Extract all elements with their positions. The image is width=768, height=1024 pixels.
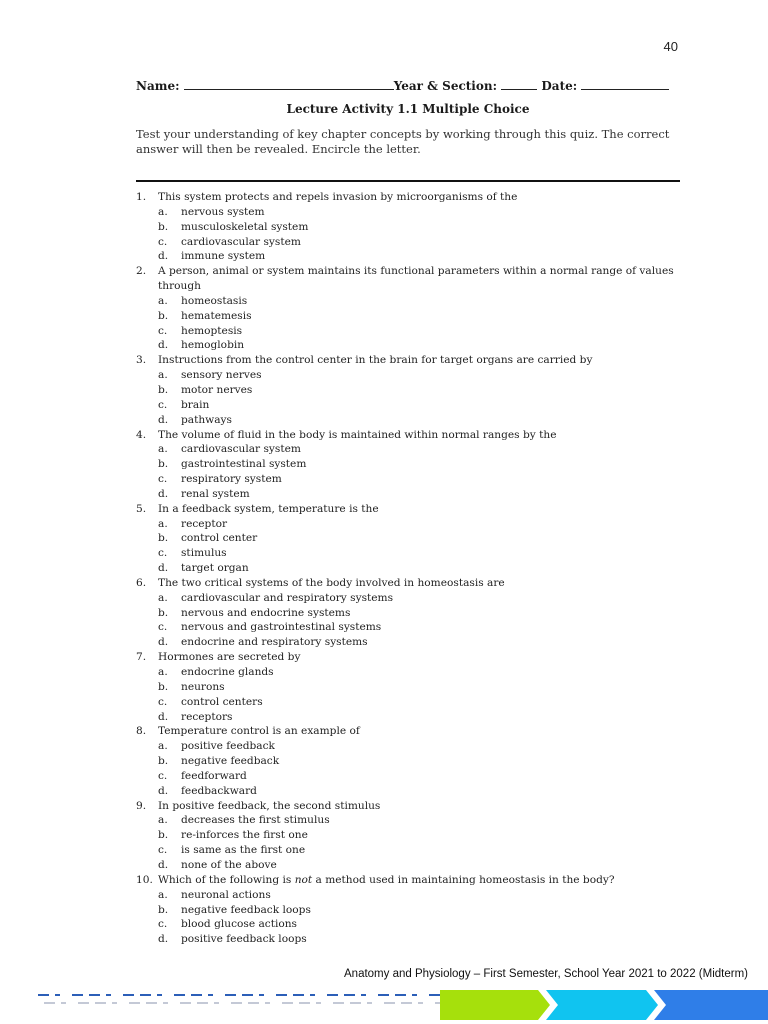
footer-dash (344, 994, 355, 996)
question-text: A person, animal or system maintains its functional parameters within a normal range of values through (158, 265, 674, 293)
answer-choice[interactable] (158, 769, 684, 784)
question-emphasis: not (294, 873, 313, 886)
choice-text: feedbackward (181, 784, 257, 797)
choice-letter[interactable]: b. (158, 458, 169, 471)
answer-choice[interactable] (158, 457, 684, 472)
footer-dash (242, 994, 253, 996)
choice-text: neuronal actions (181, 888, 271, 901)
choice-letter[interactable]: a. (158, 888, 168, 901)
footer-dash (412, 994, 417, 996)
choice-text: renal system (181, 487, 250, 500)
choice-text: immune system (181, 250, 266, 263)
footer-dash (78, 1002, 89, 1004)
choice-text: musculoskeletal system (181, 220, 309, 233)
choice-text: motor nerves (181, 383, 253, 396)
choice-letter[interactable]: b. (158, 680, 169, 693)
choice-letter[interactable]: c. (158, 398, 168, 411)
choice-list (158, 294, 684, 353)
question-text: In a feedback system, temperature is the (158, 502, 379, 515)
answer-choice[interactable] (158, 784, 684, 799)
choice-text: none of the above (181, 858, 277, 871)
choice-letter[interactable]: b. (158, 220, 169, 233)
choice-list (158, 442, 684, 501)
question-item (136, 190, 684, 264)
choice-letter[interactable]: d. (158, 487, 169, 500)
choice-letter[interactable]: c. (158, 235, 168, 248)
date-label: Date: (541, 79, 578, 93)
question-text: Temperature control is an example of (158, 725, 360, 738)
choice-list (158, 888, 684, 947)
footer-dash (72, 994, 83, 996)
name-blank[interactable] (184, 78, 394, 90)
footer-dash (310, 994, 315, 996)
footer-dash (55, 994, 60, 996)
choice-letter[interactable]: a. (158, 517, 168, 530)
footer-dash (208, 994, 213, 996)
choice-text: cardiovascular system (181, 443, 301, 456)
answer-choice[interactable] (158, 695, 684, 710)
choice-letter[interactable]: d. (158, 413, 169, 426)
question-text: The two critical systems of the body involved in homeostasis are (158, 576, 505, 589)
choice-text: receptors (181, 710, 233, 723)
footer-dash (429, 994, 440, 996)
choice-letter[interactable]: b. (158, 532, 169, 545)
footer-course-text: Anatomy and Physiology – First Semester, School Year 2021 to 2022 (Midterm) (344, 968, 748, 980)
question-text: Instructions from the control center in the brain for target organs are carried by (158, 354, 593, 367)
footer-dash (140, 994, 151, 996)
choice-text: cardiovascular and respiratory systems (181, 591, 394, 604)
answer-choice[interactable] (158, 591, 684, 606)
answer-choice[interactable] (158, 739, 684, 754)
choice-letter[interactable]: a. (158, 443, 168, 456)
answer-choice[interactable] (158, 843, 684, 858)
question-number: 4. (136, 428, 147, 441)
choice-letter[interactable]: d. (158, 250, 169, 263)
footer-dash (299, 1002, 310, 1004)
footer-dash (265, 1002, 270, 1004)
name-label: Name: (136, 79, 180, 93)
footer-dash (106, 994, 111, 996)
question-number: 10. (136, 873, 153, 886)
question-text-part: a method used in maintaining homeostasis in the body? (312, 873, 615, 886)
choice-letter[interactable]: c. (158, 324, 168, 337)
choice-letter[interactable]: c. (158, 621, 168, 634)
answer-choice[interactable] (158, 235, 684, 250)
answer-choice[interactable] (158, 220, 684, 235)
choice-letter[interactable]: a. (158, 740, 168, 753)
answer-choice[interactable] (158, 413, 684, 428)
choice-list (158, 205, 684, 264)
choice-text: homeostasis (181, 294, 248, 307)
answer-choice[interactable] (158, 932, 684, 947)
answer-choice[interactable] (158, 561, 684, 576)
footer-dash (112, 1002, 117, 1004)
choice-text: endocrine glands (181, 666, 274, 678)
footer-dash (333, 1002, 344, 1004)
question-number: 1. (136, 191, 147, 203)
answer-choice[interactable] (158, 517, 684, 532)
footer-dash (44, 1002, 55, 1004)
footer-dash (231, 1002, 242, 1004)
activity-title: Lecture Activity 1.1 Multiple Choice (286, 102, 530, 116)
answer-choice[interactable] (158, 828, 684, 843)
footer-blue-arrow (654, 990, 768, 1020)
choice-text: cardiovascular system (181, 235, 301, 248)
choice-text: nervous system (181, 205, 265, 218)
answer-choice[interactable] (158, 309, 684, 324)
answer-choice[interactable] (158, 546, 684, 561)
footer-dash (61, 1002, 66, 1004)
choice-letter[interactable]: b. (158, 309, 169, 322)
question-text: The volume of fluid in the body is maintained within normal ranges by the (158, 428, 557, 441)
choice-list (158, 665, 684, 724)
question-item (136, 724, 684, 798)
question-text: This system protects and repels invasion by microorganisms of the (158, 191, 518, 203)
choice-text: negative feedback (181, 755, 280, 768)
answer-choice[interactable] (158, 487, 684, 502)
footer-dash (361, 994, 366, 996)
choice-letter[interactable]: c. (158, 547, 168, 560)
choice-list (158, 591, 684, 650)
answer-choice[interactable] (158, 903, 684, 918)
choice-letter[interactable]: d. (158, 933, 169, 946)
question-number: 5. (136, 502, 147, 515)
footer-dash (384, 1002, 395, 1004)
choice-letter[interactable]: c. (158, 918, 168, 931)
footer-dash (327, 994, 338, 996)
choice-list (158, 517, 684, 576)
answer-choice[interactable] (158, 635, 684, 650)
question-text: In positive feedback, the second stimulus (158, 799, 381, 812)
footer-cyan-arrow (546, 990, 658, 1020)
question-number: 8. (136, 725, 147, 738)
question-item (136, 428, 684, 502)
choice-letter[interactable]: d. (158, 636, 169, 649)
footer-dash (123, 994, 134, 996)
choice-letter[interactable]: b. (158, 903, 169, 916)
choice-letter[interactable]: a. (158, 205, 168, 218)
answer-choice[interactable] (158, 368, 684, 383)
footer-dash (418, 1002, 423, 1004)
date-blank[interactable] (581, 78, 669, 90)
footer-dash (180, 1002, 191, 1004)
choice-list (158, 813, 684, 872)
choice-text: control centers (181, 695, 263, 708)
question-item (136, 264, 684, 353)
footer-dash (282, 1002, 293, 1004)
choice-letter[interactable]: a. (158, 666, 168, 678)
answer-choice[interactable] (158, 917, 684, 932)
question-number: 7. (136, 651, 147, 664)
student-info-line (136, 78, 696, 93)
answer-choice[interactable] (158, 472, 684, 487)
choice-letter[interactable]: d. (158, 784, 169, 797)
choice-letter[interactable]: b. (158, 755, 169, 768)
choice-list (158, 739, 684, 798)
choice-letter[interactable]: c. (158, 769, 168, 782)
choice-letter[interactable]: a. (158, 294, 168, 307)
choice-text: nervous and endocrine systems (181, 606, 351, 619)
footer-dash (248, 1002, 259, 1004)
footer-dash (146, 1002, 157, 1004)
question-item (136, 799, 684, 873)
footer-dash (350, 1002, 361, 1004)
choice-text: blood glucose actions (181, 918, 297, 931)
question-text: Hormones are secreted by (158, 651, 301, 664)
question-item (136, 576, 684, 650)
footer-dash (129, 1002, 140, 1004)
choice-text: is same as the first one (181, 844, 306, 857)
footer-dash (316, 1002, 321, 1004)
footer-dash (367, 1002, 372, 1004)
footer-dash (163, 1002, 168, 1004)
choice-list (158, 368, 684, 427)
question-item (136, 650, 684, 724)
choice-text: receptor (181, 517, 228, 530)
footer-dash (378, 994, 389, 996)
choice-text: neurons (181, 680, 225, 693)
choice-letter[interactable]: a. (158, 591, 168, 604)
year-section-blank[interactable] (501, 78, 537, 90)
footer-dash (401, 1002, 412, 1004)
choice-text: hemoptesis (181, 324, 243, 337)
choice-letter[interactable]: c. (158, 844, 168, 857)
footer-dash (95, 1002, 106, 1004)
answer-choice[interactable] (158, 680, 684, 695)
answer-choice[interactable] (158, 606, 684, 621)
choice-text: gastrointestinal system (181, 458, 307, 471)
choice-text: re-inforces the first one (181, 829, 308, 842)
footer-dash (174, 994, 185, 996)
answer-choice[interactable] (158, 710, 684, 725)
footer-dash (259, 994, 264, 996)
choice-text: brain (181, 398, 210, 411)
choice-letter[interactable]: a. (158, 814, 168, 827)
choice-text: hemoglobin (181, 339, 245, 352)
choice-text: respiratory system (181, 473, 282, 486)
answer-choice[interactable] (158, 531, 684, 546)
choice-text: positive feedback loops (181, 933, 307, 946)
choice-text: feedforward (181, 769, 247, 782)
question-number: 3. (136, 354, 147, 367)
choice-text: negative feedback loops (181, 903, 311, 916)
page-number: 40 (663, 39, 678, 54)
choice-letter[interactable]: d. (158, 858, 169, 871)
choice-text: endocrine and respiratory systems (181, 636, 368, 649)
choice-text: sensory nerves (181, 369, 262, 382)
answer-choice[interactable] (158, 249, 684, 264)
footer-dash (157, 994, 162, 996)
answer-choice[interactable] (158, 294, 684, 309)
footer-dash (89, 994, 100, 996)
answer-choice[interactable] (158, 858, 684, 873)
footer-dash (197, 1002, 208, 1004)
question-text (158, 874, 615, 886)
question-number: 6. (136, 576, 147, 589)
answer-choice[interactable] (158, 754, 684, 769)
footer-green-arrow (440, 990, 550, 1020)
answer-choice[interactable] (158, 383, 684, 398)
choice-text: decreases the first stimulus (181, 814, 330, 827)
answer-choice[interactable] (158, 398, 684, 413)
choice-letter[interactable]: a. (158, 369, 168, 382)
choice-text: stimulus (181, 547, 227, 560)
footer-dash (395, 994, 406, 996)
question-list (136, 190, 684, 947)
choice-text: positive feedback (181, 740, 275, 753)
question-number: 9. (136, 799, 147, 812)
choice-letter[interactable]: d. (158, 339, 169, 352)
choice-letter[interactable]: b. (158, 606, 169, 619)
choice-text: control center (181, 532, 258, 545)
question-text-part: Which of the following is (158, 873, 295, 886)
instructions-text: Test your understanding of key chapter concepts by working through this quiz. The correct answer will then be revealed. Encircle the letter. (136, 127, 670, 156)
choice-letter[interactable]: c. (158, 473, 168, 486)
choice-text: pathways (181, 413, 232, 426)
choice-text: target organ (181, 562, 249, 575)
answer-choice[interactable] (158, 620, 684, 635)
divider-rule (136, 180, 680, 182)
question-number: 2. (136, 265, 147, 278)
answer-choice[interactable] (158, 442, 684, 457)
choice-letter[interactable]: b. (158, 383, 169, 396)
footer-dash (191, 994, 202, 996)
question-item (136, 873, 684, 947)
answer-choice[interactable] (158, 338, 684, 353)
year-section-label: Year & Section: (393, 79, 498, 93)
choice-letter[interactable]: d. (158, 710, 169, 723)
answer-choice[interactable] (158, 813, 684, 828)
footer-dash (276, 994, 287, 996)
answer-choice[interactable] (158, 665, 684, 680)
choice-letter[interactable]: c. (158, 695, 168, 708)
answer-choice[interactable] (158, 888, 684, 903)
footer-dash-pattern (38, 994, 446, 1004)
footer-dash (214, 1002, 219, 1004)
footer-dash (225, 994, 236, 996)
footer-dash (38, 994, 49, 996)
answer-choice[interactable] (158, 205, 684, 220)
question-item (136, 353, 684, 427)
choice-text: nervous and gastrointestinal systems (181, 621, 382, 634)
question-item (136, 502, 684, 576)
choice-letter[interactable]: b. (158, 829, 169, 842)
choice-text: hematemesis (181, 309, 252, 322)
choice-letter[interactable]: d. (158, 562, 169, 575)
footer-band (0, 986, 768, 1024)
answer-choice[interactable] (158, 324, 684, 339)
footer-dash (293, 994, 304, 996)
